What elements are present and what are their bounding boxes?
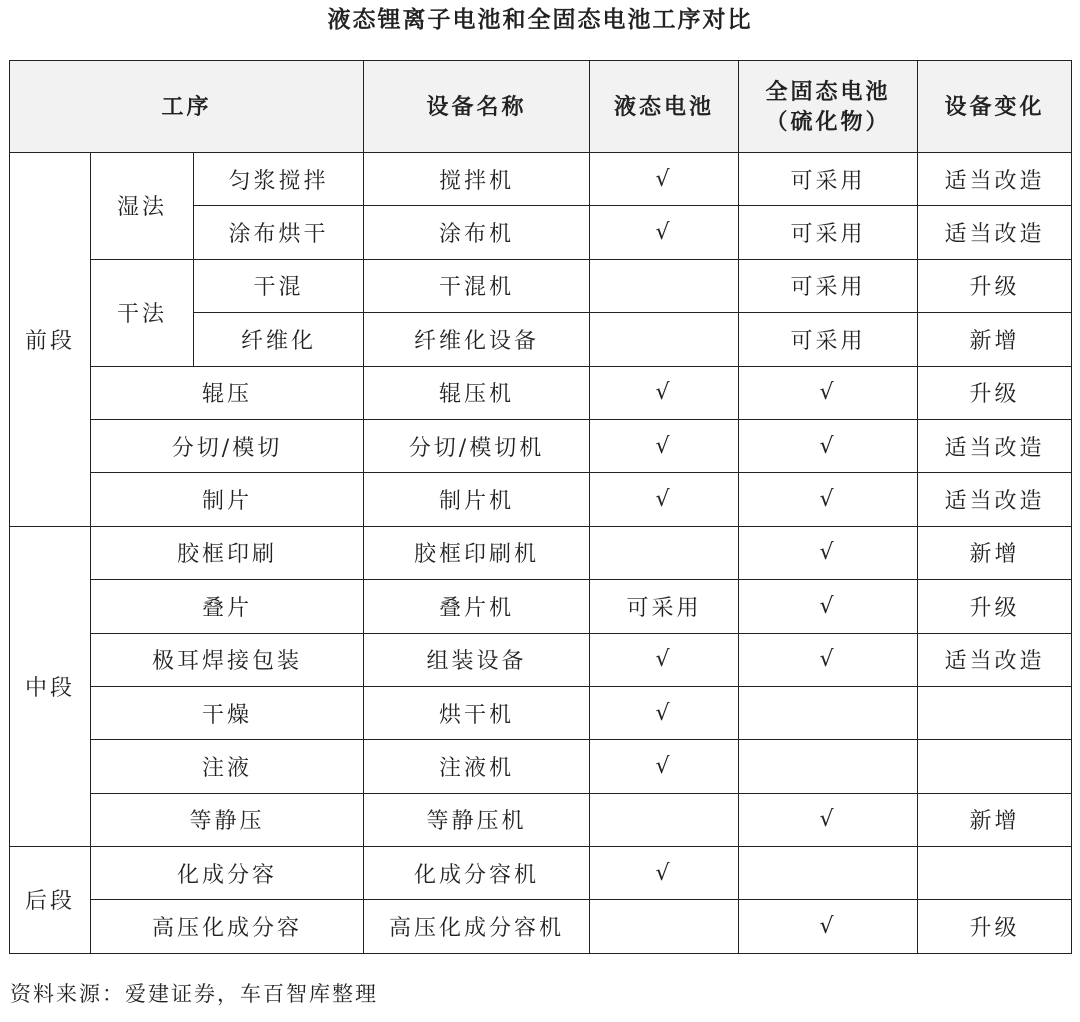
process-cell: 涂布烘干: [194, 206, 364, 259]
header-process: 工序: [10, 61, 364, 153]
process-cell: 干混: [194, 259, 364, 312]
table-row: [10, 847, 1072, 900]
process-comparison-table: [9, 60, 1072, 954]
change-cell: [918, 686, 1072, 739]
change-cell: 升级: [918, 259, 1072, 312]
change-cell: 新增: [918, 793, 1072, 846]
solid-cell: √: [739, 900, 918, 953]
solid-cell: √: [739, 633, 918, 686]
solid-cell: √: [739, 580, 918, 633]
change-cell: 适当改造: [918, 419, 1072, 472]
header-liquid-battery: 液态电池: [590, 61, 739, 153]
process-cell: 极耳焊接包装: [91, 633, 364, 686]
table-row: [10, 900, 1072, 953]
change-cell: 升级: [918, 366, 1072, 419]
liquid-cell: [590, 313, 739, 366]
equipment-cell: 涂布机: [364, 206, 590, 259]
process-cell: 纤维化: [194, 313, 364, 366]
liquid-cell: [590, 793, 739, 846]
header-solid-battery-line2: （硫化物）: [765, 108, 891, 135]
liquid-cell: √: [590, 686, 739, 739]
table-row: [10, 633, 1072, 686]
table-row: [10, 526, 1072, 579]
solid-cell: [739, 686, 918, 739]
change-cell: 升级: [918, 580, 1072, 633]
liquid-cell: √: [590, 419, 739, 472]
process-cell: 等静压: [91, 793, 364, 846]
change-cell: 新增: [918, 526, 1072, 579]
equipment-cell: 搅拌机: [364, 153, 590, 206]
method-dry: 干法: [91, 259, 194, 366]
solid-cell: [739, 740, 918, 793]
equipment-cell: 注液机: [364, 740, 590, 793]
header-solid-battery-line1: 全固态电池: [765, 78, 891, 105]
liquid-cell: √: [590, 206, 739, 259]
table-title: 液态锂离子电池和全固态电池工序对比: [327, 6, 753, 33]
solid-cell: 可采用: [739, 313, 918, 366]
table-row: [10, 419, 1072, 472]
liquid-cell: [590, 526, 739, 579]
liquid-cell: √: [590, 740, 739, 793]
solid-cell: [739, 847, 918, 900]
process-cell: 制片: [91, 473, 364, 526]
change-cell: 新增: [918, 313, 1072, 366]
process-cell: 叠片: [91, 580, 364, 633]
liquid-cell: √: [590, 366, 739, 419]
table-row: [10, 473, 1072, 526]
equipment-cell: 胶框印刷机: [364, 526, 590, 579]
equipment-cell: 干混机: [364, 259, 590, 312]
solid-cell: √: [739, 526, 918, 579]
solid-cell: 可采用: [739, 153, 918, 206]
stage-back: 后段: [10, 847, 91, 954]
process-cell: 注液: [91, 740, 364, 793]
equipment-cell: 烘干机: [364, 686, 590, 739]
liquid-cell: 可采用: [590, 580, 739, 633]
header-equipment-change: 设备变化: [918, 61, 1072, 153]
table-row: [10, 259, 1072, 312]
source-note: 资料来源：爱建证券，车百智库整理: [10, 982, 378, 1006]
process-cell: 分切/模切: [91, 419, 364, 472]
stage-front: 前段: [10, 153, 91, 527]
change-cell: 适当改造: [918, 206, 1072, 259]
liquid-cell: [590, 900, 739, 953]
process-cell: 干燥: [91, 686, 364, 739]
change-cell: [918, 847, 1072, 900]
change-cell: 升级: [918, 900, 1072, 953]
change-cell: 适当改造: [918, 153, 1072, 206]
liquid-cell: √: [590, 153, 739, 206]
table-row: [10, 153, 1072, 206]
change-cell: [918, 740, 1072, 793]
stage-middle: 中段: [10, 526, 91, 846]
equipment-cell: 分切/模切机: [364, 419, 590, 472]
process-cell: 胶框印刷: [91, 526, 364, 579]
process-cell: 高压化成分容: [91, 900, 364, 953]
equipment-cell: 制片机: [364, 473, 590, 526]
liquid-cell: [590, 259, 739, 312]
method-wet: 湿法: [91, 153, 194, 260]
process-cell: 辊压: [91, 366, 364, 419]
equipment-cell: 叠片机: [364, 580, 590, 633]
solid-cell: 可采用: [739, 259, 918, 312]
table-row: [10, 686, 1072, 739]
solid-cell: √: [739, 473, 918, 526]
solid-cell: √: [739, 419, 918, 472]
header-solid-battery: [739, 61, 918, 153]
header-row: [10, 61, 1072, 153]
equipment-cell: 等静压机: [364, 793, 590, 846]
liquid-cell: √: [590, 847, 739, 900]
change-cell: 适当改造: [918, 633, 1072, 686]
table-row: [10, 580, 1072, 633]
equipment-cell: 化成分容机: [364, 847, 590, 900]
equipment-cell: 纤维化设备: [364, 313, 590, 366]
change-cell: 适当改造: [918, 473, 1072, 526]
table-row: [10, 366, 1072, 419]
solid-cell: 可采用: [739, 206, 918, 259]
table-row: [10, 793, 1072, 846]
equipment-cell: 高压化成分容机: [364, 900, 590, 953]
liquid-cell: √: [590, 473, 739, 526]
equipment-cell: 辊压机: [364, 366, 590, 419]
equipment-cell: 组装设备: [364, 633, 590, 686]
solid-cell: √: [739, 793, 918, 846]
table-row: [10, 740, 1072, 793]
header-equipment: 设备名称: [364, 61, 590, 153]
solid-cell: √: [739, 366, 918, 419]
process-cell: 匀浆搅拌: [194, 153, 364, 206]
process-cell: 化成分容: [91, 847, 364, 900]
liquid-cell: √: [590, 633, 739, 686]
